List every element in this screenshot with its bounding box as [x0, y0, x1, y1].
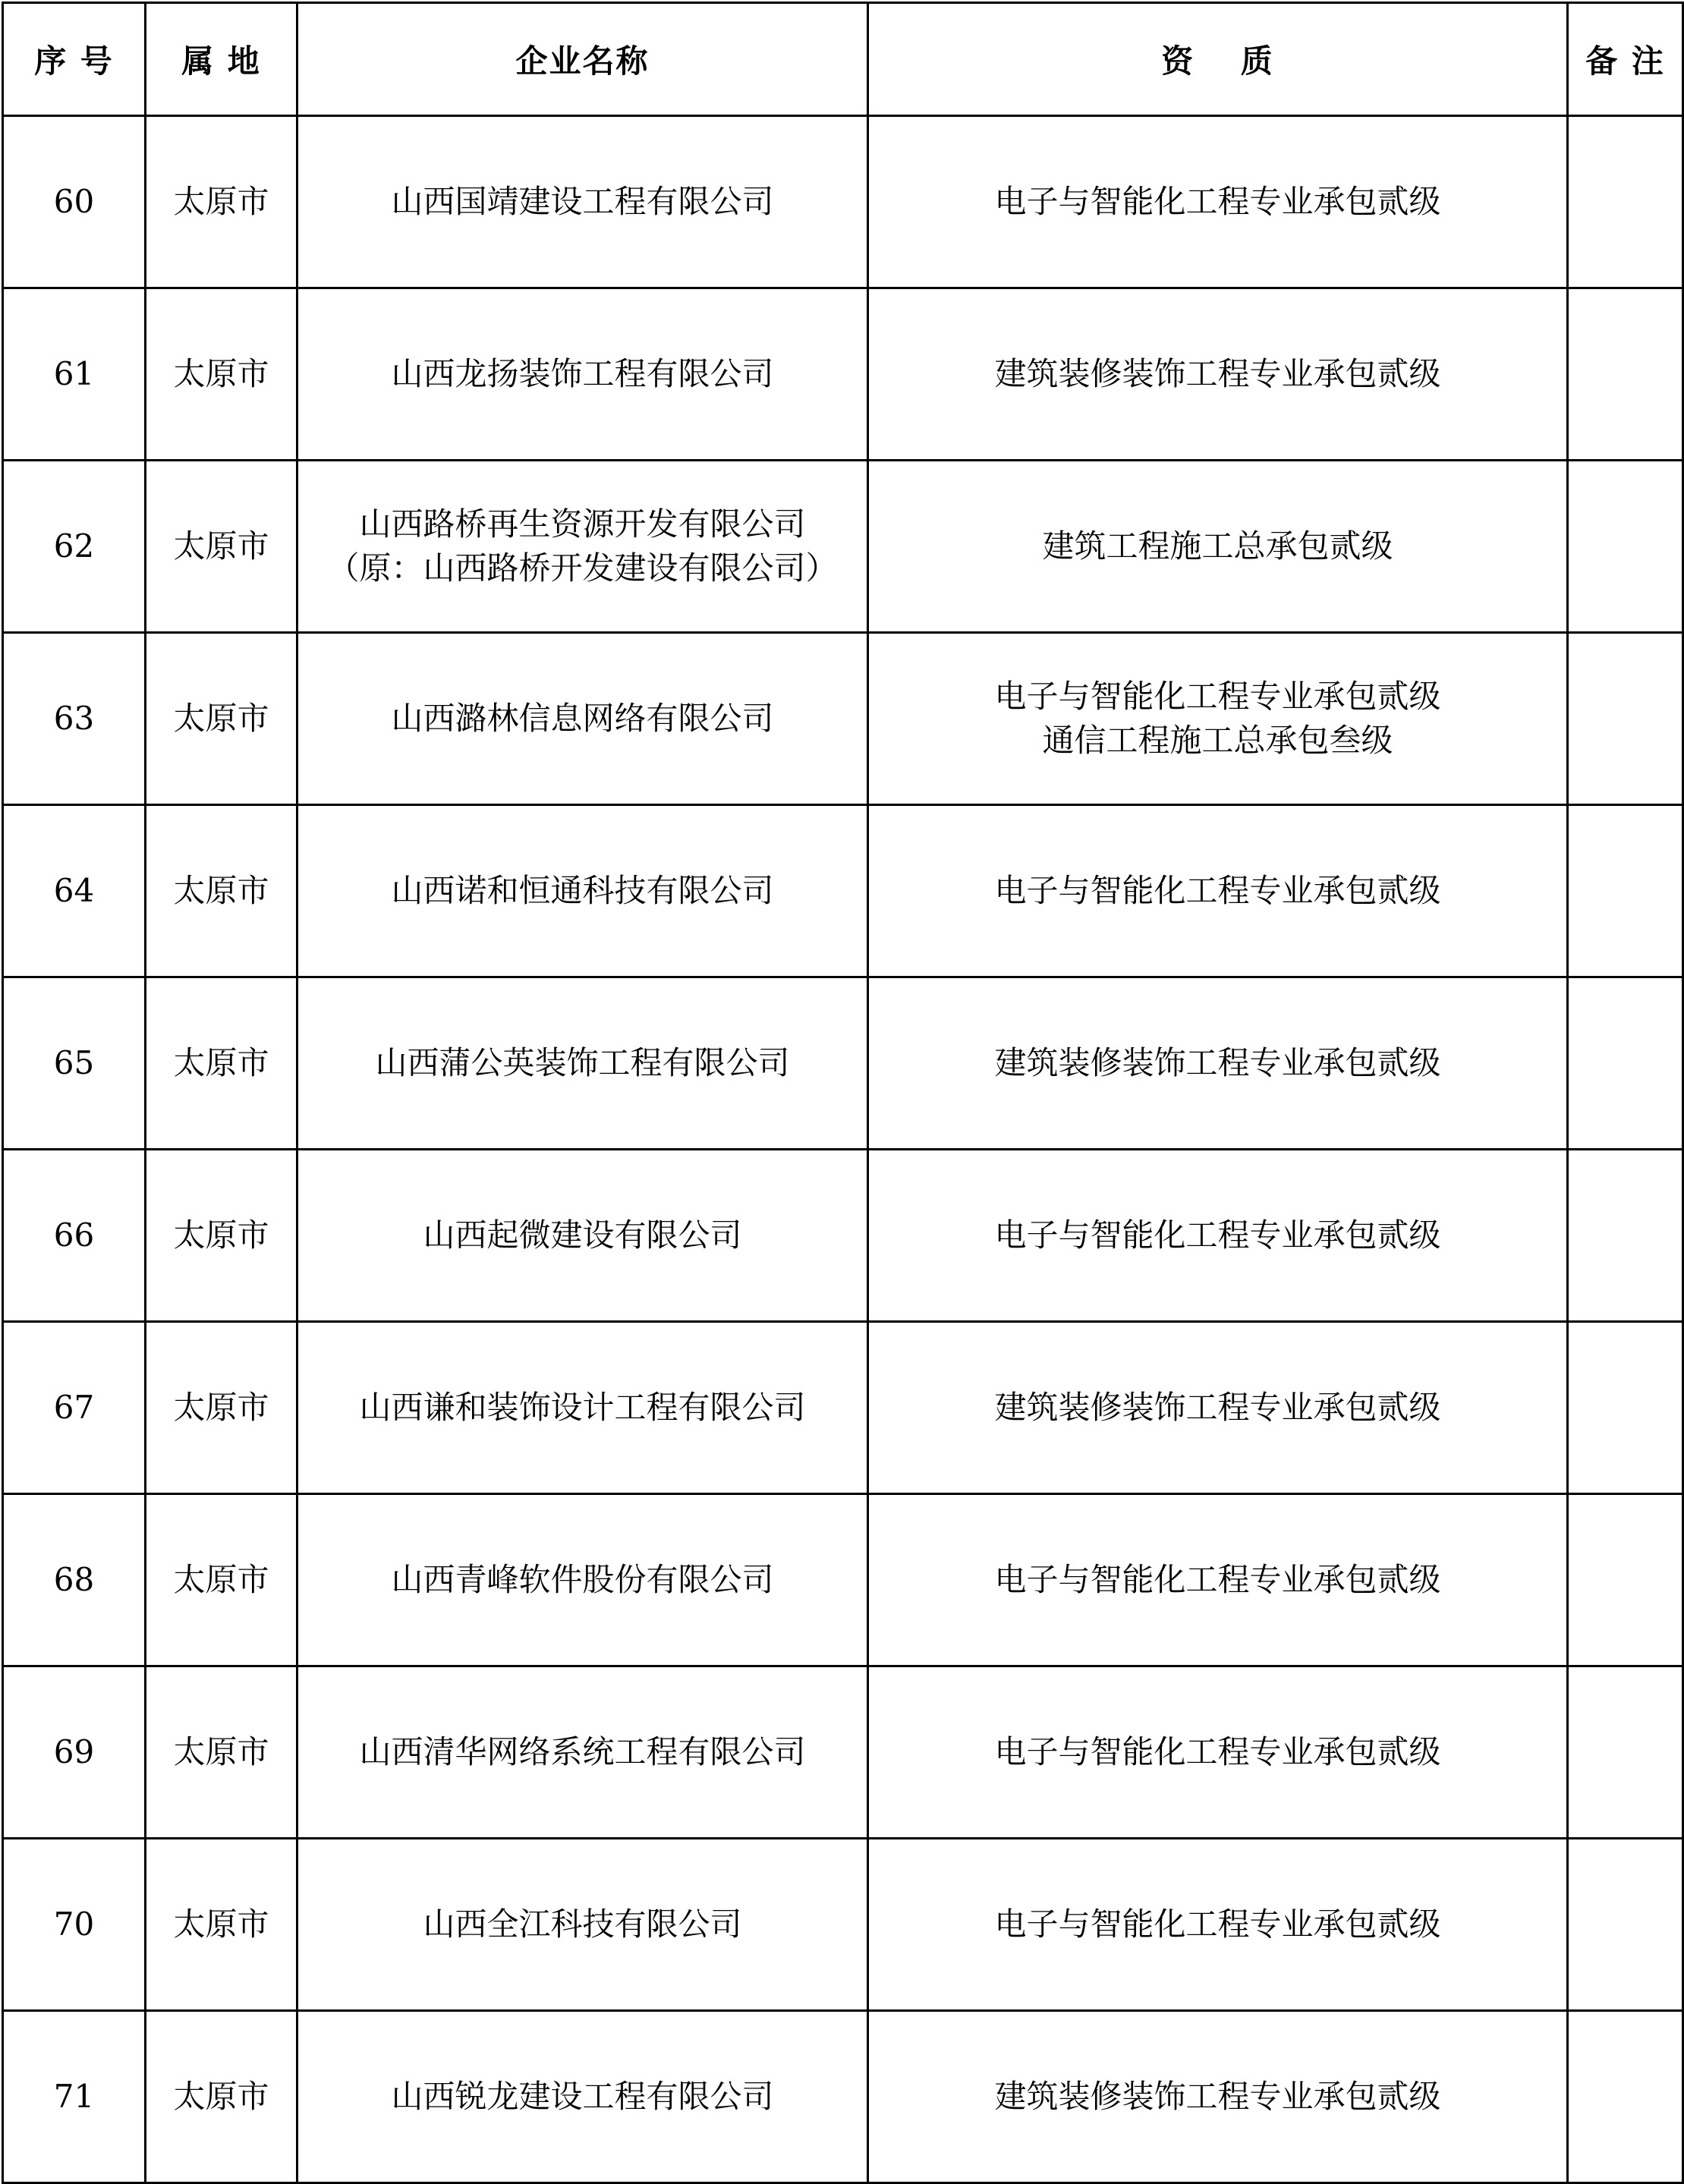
qualification-line: 电子与智能化工程专业承包贰级 — [994, 1561, 1441, 1598]
qualification-line: 电子与智能化工程专业承包贰级 — [994, 1216, 1441, 1254]
serial-number-cell: 61 — [3, 288, 146, 461]
table-row — [3, 633, 1683, 805]
company-name-line: 山西起微建设有限公司 — [423, 1216, 742, 1254]
enterprise-qualification-table — [2, 2, 1684, 2184]
table-row — [3, 805, 1683, 977]
company-name-cell — [297, 633, 868, 805]
region-cell: 太原市 — [146, 633, 297, 805]
table-row — [3, 116, 1683, 288]
qualification-cell — [868, 1322, 1568, 1494]
company-name-cell — [297, 1322, 868, 1494]
remark-cell — [1568, 1839, 1683, 2011]
company-name-line: 山西锐龙建设工程有限公司 — [391, 2078, 774, 2115]
serial-number-cell: 71 — [3, 2011, 146, 2183]
header-qualification: 资 质 — [868, 3, 1568, 116]
qualification-cell — [868, 116, 1568, 288]
qualification-line: 电子与智能化工程专业承包贰级 — [994, 183, 1441, 220]
region-cell: 太原市 — [146, 1839, 297, 2011]
company-name-line: 山西诺和恒通科技有限公司 — [391, 872, 774, 909]
remark-cell — [1568, 1666, 1683, 1839]
header-row — [3, 3, 1683, 116]
company-name-line: 山西谦和装饰设计工程有限公司 — [359, 1389, 806, 1426]
company-name-cell — [297, 805, 868, 977]
remark-cell — [1568, 977, 1683, 1150]
company-name-line: （原：山西路桥开发建设有限公司） — [327, 549, 838, 587]
qualification-line: 建筑工程施工总承包贰级 — [1042, 527, 1393, 565]
table-row — [3, 1666, 1683, 1839]
qualification-cell — [868, 1839, 1568, 2011]
qualification-line: 建筑装修装饰工程专业承包贰级 — [994, 355, 1441, 392]
company-name-line: 山西龙扬装饰工程有限公司 — [391, 355, 774, 392]
qualification-cell — [868, 977, 1568, 1150]
serial-number-cell: 60 — [3, 116, 146, 288]
company-name-line: 山西潞林信息网络有限公司 — [391, 700, 774, 737]
company-name-cell — [297, 1494, 868, 1666]
table-row — [3, 1494, 1683, 1666]
region-cell: 太原市 — [146, 1150, 297, 1322]
qualification-cell — [868, 805, 1568, 977]
table-header — [3, 3, 1683, 116]
company-name-cell — [297, 288, 868, 461]
remark-cell — [1568, 461, 1683, 633]
remark-cell — [1568, 2011, 1683, 2183]
company-name-cell — [297, 461, 868, 633]
remark-cell — [1568, 1494, 1683, 1666]
company-name-cell — [297, 1666, 868, 1839]
header-region: 属 地 — [146, 3, 297, 116]
region-cell: 太原市 — [146, 116, 297, 288]
serial-number-cell: 67 — [3, 1322, 146, 1494]
remark-cell — [1568, 288, 1683, 461]
qualification-line: 电子与智能化工程专业承包贰级 — [994, 678, 1441, 715]
company-name-line: 山西全江科技有限公司 — [423, 1905, 742, 1943]
remark-cell — [1568, 1322, 1683, 1494]
qualification-line: 建筑装修装饰工程专业承包贰级 — [994, 2078, 1441, 2115]
header-company-name: 企业名称 — [297, 3, 868, 116]
company-name-line: 山西国靖建设工程有限公司 — [391, 183, 774, 220]
company-name-line: 山西路桥再生资源开发有限公司 — [359, 505, 806, 543]
table-row — [3, 288, 1683, 461]
region-cell: 太原市 — [146, 805, 297, 977]
header-serial-number: 序 号 — [3, 3, 146, 116]
region-cell: 太原市 — [146, 461, 297, 633]
table-row — [3, 461, 1683, 633]
region-cell: 太原市 — [146, 977, 297, 1150]
region-cell: 太原市 — [146, 288, 297, 461]
header-remark: 备 注 — [1568, 3, 1683, 116]
qualification-cell — [868, 1666, 1568, 1839]
qualification-cell — [868, 1494, 1568, 1666]
qualification-line: 建筑装修装饰工程专业承包贰级 — [994, 1044, 1441, 1081]
region-cell: 太原市 — [146, 2011, 297, 2183]
serial-number-cell: 66 — [3, 1150, 146, 1322]
table-row — [3, 1322, 1683, 1494]
qualification-line: 电子与智能化工程专业承包贰级 — [994, 872, 1441, 909]
qualification-cell — [868, 461, 1568, 633]
table-row — [3, 1839, 1683, 2011]
company-name-line: 山西蒲公英装饰工程有限公司 — [375, 1044, 790, 1081]
qualification-cell — [868, 288, 1568, 461]
remark-cell — [1568, 633, 1683, 805]
company-name-line: 山西清华网络系统工程有限公司 — [359, 1733, 806, 1770]
table-row — [3, 1150, 1683, 1322]
qualification-line: 电子与智能化工程专业承包贰级 — [994, 1905, 1441, 1943]
remark-cell — [1568, 805, 1683, 977]
table-row — [3, 977, 1683, 1150]
remark-cell — [1568, 1150, 1683, 1322]
table-body — [3, 116, 1683, 2183]
serial-number-cell: 69 — [3, 1666, 146, 1839]
company-name-cell — [297, 1839, 868, 2011]
company-name-line: 山西青峰软件股份有限公司 — [391, 1561, 774, 1598]
qualification-line: 建筑装修装饰工程专业承包贰级 — [994, 1389, 1441, 1426]
serial-number-cell: 65 — [3, 977, 146, 1150]
region-cell: 太原市 — [146, 1666, 297, 1839]
serial-number-cell: 70 — [3, 1839, 146, 2011]
serial-number-cell: 62 — [3, 461, 146, 633]
table-row — [3, 2011, 1683, 2183]
remark-cell — [1568, 116, 1683, 288]
qualification-cell — [868, 1150, 1568, 1322]
company-name-cell — [297, 2011, 868, 2183]
region-cell: 太原市 — [146, 1494, 297, 1666]
qualification-line: 电子与智能化工程专业承包贰级 — [994, 1733, 1441, 1770]
company-name-cell — [297, 1150, 868, 1322]
company-name-cell — [297, 977, 868, 1150]
serial-number-cell: 68 — [3, 1494, 146, 1666]
serial-number-cell: 63 — [3, 633, 146, 805]
company-name-cell — [297, 116, 868, 288]
qualification-line: 通信工程施工总承包叁级 — [1042, 722, 1393, 759]
region-cell: 太原市 — [146, 1322, 297, 1494]
qualification-cell — [868, 633, 1568, 805]
qualification-cell — [868, 2011, 1568, 2183]
serial-number-cell: 64 — [3, 805, 146, 977]
